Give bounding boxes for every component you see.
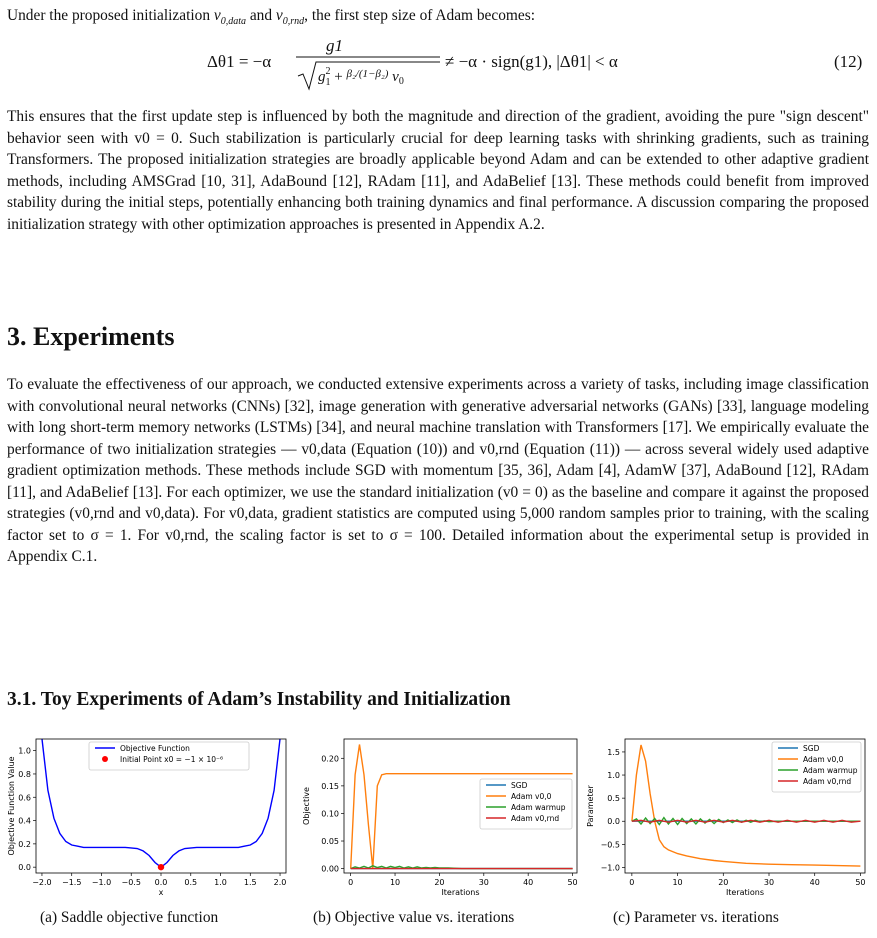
caption-c: (c) Parameter vs. iterations — [613, 909, 779, 926]
x-tick-label: 30 — [763, 878, 775, 887]
y-tick-label: −0.5 — [600, 840, 620, 850]
x-axis-label: x — [158, 888, 164, 897]
x-tick-label: 1.0 — [214, 878, 227, 887]
x-tick-label: 10 — [389, 878, 401, 887]
x-tick-label: 20 — [718, 878, 729, 887]
x-tick-label: 0.0 — [154, 878, 168, 887]
x-tick-label: −0.5 — [121, 878, 141, 887]
subsection-heading: 3.1. Toy Experiments of Adam’s Instability and Initialization — [7, 689, 511, 710]
x-tick-label: −2.0 — [32, 878, 52, 887]
legend-label: Initial Point x0 = −1 × 10⁻⁶ — [120, 755, 224, 764]
y-tick-label: −1.0 — [600, 863, 620, 873]
y-tick-label: 0.00 — [321, 864, 339, 874]
y-axis-label: Objective — [302, 787, 311, 825]
x-axis-label: Iterations — [725, 888, 765, 897]
y-tick-label: 0.15 — [321, 781, 339, 791]
caption-a: (a) Saddle objective function — [40, 909, 219, 926]
x-tick-label: 30 — [478, 878, 489, 887]
legend-label: Adam v0,0 — [803, 755, 844, 764]
equation-number: (12) — [834, 52, 863, 71]
legend-label: Adam v0,0 — [511, 792, 552, 801]
y-axis-label: Parameter — [586, 785, 595, 827]
x-tick-label: 40 — [523, 878, 534, 887]
legend-marker — [102, 756, 108, 762]
x-tick-label: −1.5 — [61, 878, 82, 887]
chart-objective-vs-iterations — [296, 733, 582, 905]
y-tick-label: 0.4 — [18, 816, 31, 826]
y-tick-label: 0.5 — [607, 794, 620, 804]
y-tick-label: 0.05 — [321, 837, 339, 847]
x-tick-label: 1.5 — [243, 878, 257, 887]
legend-label: Adam v0,rnd — [511, 814, 560, 823]
y-tick-label: 0.8 — [18, 769, 31, 779]
equation-denominator: $g^2$ 1 + $^{\beta_2/(1-\beta_2)}$ $v_0$ — [318, 66, 404, 88]
x-axis-label: Iterations — [441, 888, 480, 897]
equation-lhs: Δθ1 = −α — [207, 52, 272, 71]
x-tick-label: 40 — [809, 878, 820, 887]
x-tick-label: 0 — [629, 878, 635, 887]
x-tick-label: 0 — [348, 878, 354, 887]
legend-label: Objective Function — [120, 744, 190, 753]
legend-label: Adam v0,rnd — [803, 777, 852, 786]
figure-b — [296, 733, 582, 905]
y-tick-label: 0.0 — [18, 863, 31, 873]
y-tick-label: 0.20 — [321, 754, 339, 764]
x-tick-label: −1.0 — [91, 878, 112, 887]
legend-label: Adam warmup — [511, 803, 566, 812]
legend-label: SGD — [511, 781, 528, 790]
equation-12 — [0, 34, 877, 96]
y-tick-label: 1.0 — [607, 771, 620, 781]
y-tick-label: 0.6 — [18, 793, 31, 803]
equation-rhs: ≠ −α · sign(g1), |Δθ1| < α — [445, 52, 618, 71]
chart-parameter-vs-iterations — [585, 733, 871, 905]
y-tick-label: 0.2 — [18, 839, 31, 849]
caption-b: (b) Objective value vs. iterations — [313, 909, 515, 926]
intro-sentence: Under the proposed initialization $v_{0,data}$ and $v_{0,rnd}$, the first step size of Adam becomes: — [7, 7, 535, 28]
x-tick-label: 20 — [434, 878, 445, 887]
y-tick-label: 0.10 — [321, 809, 339, 819]
section-heading: 3. Experiments — [7, 322, 175, 351]
x-tick-label: 50 — [855, 878, 866, 887]
y-tick-label: 0.0 — [607, 817, 620, 827]
x-tick-label: 10 — [672, 878, 683, 887]
paragraph-2: To evaluate the effectiveness of our approach, we conducted extensive experiments across a variety of tasks, including image classification with convolutional neural networks (CNNs) [32], image generation with generative adversarial networks (GANs) [33], language modeling with long short-term memory networks (LSTMs) [34], and neural machine translation with Transformers [17]. We empirically evaluate the performance of two initialization strategies — v0,data (Equation (10)) and v0,rnd (Equation (11)) — across several widely used adaptive gradient optimization methods. These methods include SGD with momentum [35, 36], Adam [4], AdamW [37], AdaBound [12], RAdam [11], and AdaBelief [13]. For each optimizer, we use the standard initialization (v0 = 0) as the baseline and compare it against the proposed strategies (v0,rnd and v0,data). For v0,data, gradient statistics are computed using 5,000 random samples prior to training, with the scaling factor set to σ = 1. For v0,rnd, the scaling factor is set to σ = 100. Detailed information about the experimental setup is provided in Appendix C.1. — [7, 376, 869, 565]
legend-label: SGD — [803, 744, 820, 753]
initial-point-marker — [158, 864, 164, 870]
x-tick-label: 0.5 — [184, 878, 198, 887]
chart-saddle-objective — [6, 733, 292, 905]
legend-label: Adam warmup — [803, 766, 858, 775]
paragraph-1: This ensures that the first update step is influenced by both the magnitude and direction of the gradient, avoiding the pure "sign descent" behavior seen with v0 = 0. Such stabilization is particularly crucial for deep learning tasks with shrinking gradients, such as training Transformers. The proposed initialization strategies are broadly applicable beyond Adam and can be extended to other adaptive gradient methods, including AMSGrad [10, 31], AdaBound [12], RAdam [11], and AdaBelief [13]. These methods could benefit from improved stability during the initial steps, potentially enhancing both training dynamics and final performance. A discussion comparing the proposed initialization strategy with other optimization approaches is presented in Appendix A.2. — [7, 108, 869, 233]
figure-a — [6, 733, 292, 905]
equation-numerator: g1 — [326, 36, 343, 55]
figure-c — [585, 733, 871, 905]
y-axis-label: Objective Function Value — [7, 756, 16, 856]
x-tick-label: 50 — [567, 878, 578, 887]
x-tick-label: 2.0 — [273, 878, 287, 887]
y-tick-label: 1.5 — [607, 747, 620, 757]
y-tick-label: 1.0 — [18, 746, 31, 756]
